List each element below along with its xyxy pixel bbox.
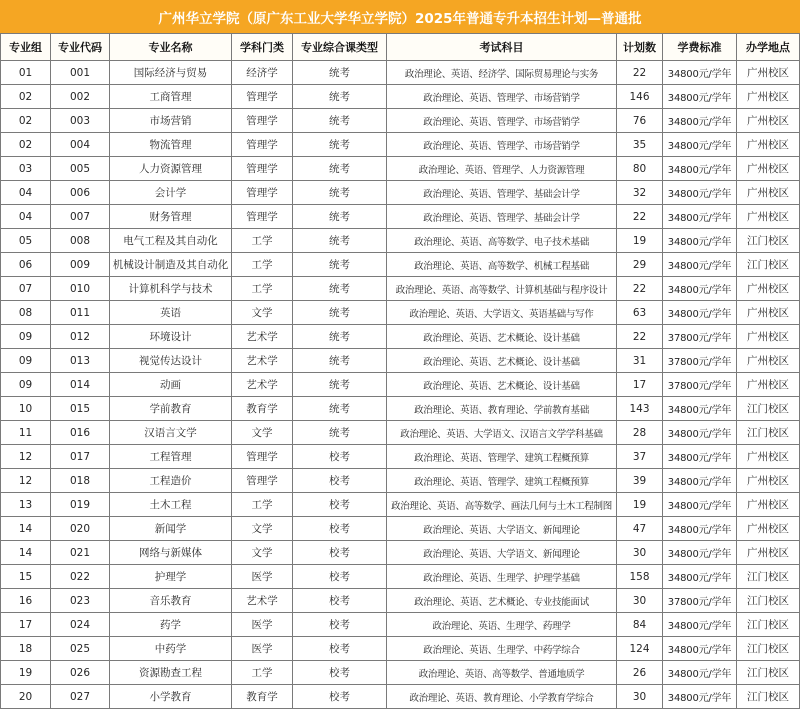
cell-tuition: 34800元/学年 <box>663 637 737 661</box>
cell-group: 16 <box>0 589 51 613</box>
table-row <box>0 301 800 325</box>
cell-subjects: 政治理论、英语、高等数学、机械工程基础 <box>387 253 617 277</box>
cell-code: 014 <box>51 373 110 397</box>
cell-exam-type: 统考 <box>293 157 387 181</box>
cell-group: 06 <box>0 253 51 277</box>
cell-name: 会计学 <box>110 181 232 205</box>
cell-subjects: 政治理论、英语、高等数学、计算机基础与程序设计 <box>387 277 617 301</box>
cell-plan: 22 <box>617 325 663 349</box>
cell-campus: 广州校区 <box>737 277 800 301</box>
cell-exam-type: 统考 <box>293 421 387 445</box>
cell-code: 011 <box>51 301 110 325</box>
cell-code: 001 <box>51 61 110 85</box>
cell-tuition: 34800元/学年 <box>663 253 737 277</box>
cell-exam-type: 校考 <box>293 565 387 589</box>
table-row <box>0 133 800 157</box>
cell-code: 017 <box>51 445 110 469</box>
cell-name: 网络与新媒体 <box>110 541 232 565</box>
cell-campus: 广州校区 <box>737 85 800 109</box>
cell-campus: 江门校区 <box>737 421 800 445</box>
cell-campus: 广州校区 <box>737 373 800 397</box>
cell-tuition: 34800元/学年 <box>663 205 737 229</box>
cell-category: 管理学 <box>232 205 293 229</box>
cell-plan: 32 <box>617 181 663 205</box>
cell-group: 14 <box>0 541 51 565</box>
cell-plan: 37 <box>617 445 663 469</box>
header-cell-name: 专业名称 <box>110 34 232 61</box>
cell-campus: 广州校区 <box>737 301 800 325</box>
cell-campus: 广州校区 <box>737 469 800 493</box>
header-cell-plan: 计划数 <box>617 34 663 61</box>
table-row <box>0 589 800 613</box>
header-cell-group: 专业组 <box>0 34 51 61</box>
cell-group: 01 <box>0 61 51 85</box>
cell-name: 动画 <box>110 373 232 397</box>
cell-group: 05 <box>0 229 51 253</box>
cell-category: 文学 <box>232 517 293 541</box>
cell-subjects: 政治理论、英语、管理学、基础会计学 <box>387 205 617 229</box>
cell-plan: 19 <box>617 493 663 517</box>
cell-exam-type: 校考 <box>293 661 387 685</box>
cell-subjects: 政治理论、英语、管理学、基础会计学 <box>387 181 617 205</box>
cell-name: 物流管理 <box>110 133 232 157</box>
cell-subjects: 政治理论、英语、大学语文、汉语言文学学科基础 <box>387 421 617 445</box>
table-row <box>0 181 800 205</box>
cell-campus: 广州校区 <box>737 181 800 205</box>
cell-code: 020 <box>51 517 110 541</box>
cell-code: 015 <box>51 397 110 421</box>
cell-tuition: 34800元/学年 <box>663 469 737 493</box>
cell-group: 04 <box>0 205 51 229</box>
cell-group: 20 <box>0 685 51 709</box>
cell-name: 计算机科学与技术 <box>110 277 232 301</box>
cell-exam-type: 校考 <box>293 517 387 541</box>
cell-category: 管理学 <box>232 109 293 133</box>
cell-exam-type: 校考 <box>293 493 387 517</box>
table-body <box>0 61 800 709</box>
table-row <box>0 421 800 445</box>
cell-exam-type: 统考 <box>293 301 387 325</box>
cell-plan: 30 <box>617 541 663 565</box>
table-row <box>0 493 800 517</box>
cell-name: 小学教育 <box>110 685 232 709</box>
table-row <box>0 685 800 709</box>
cell-name: 资源勘查工程 <box>110 661 232 685</box>
cell-tuition: 34800元/学年 <box>663 229 737 253</box>
cell-subjects: 政治理论、英语、高等数学、画法几何与土木工程制图 <box>387 493 617 517</box>
cell-tuition: 34800元/学年 <box>663 301 737 325</box>
cell-code: 004 <box>51 133 110 157</box>
cell-plan: 146 <box>617 85 663 109</box>
header-cell-category: 学科门类 <box>232 34 293 61</box>
cell-campus: 江门校区 <box>737 637 800 661</box>
cell-campus: 广州校区 <box>737 349 800 373</box>
cell-tuition: 34800元/学年 <box>663 133 737 157</box>
cell-subjects: 政治理论、英语、管理学、人力资源管理 <box>387 157 617 181</box>
cell-subjects: 政治理论、英语、管理学、市场营销学 <box>387 109 617 133</box>
table-row <box>0 517 800 541</box>
table-row <box>0 349 800 373</box>
cell-code: 016 <box>51 421 110 445</box>
cell-campus: 江门校区 <box>737 685 800 709</box>
cell-category: 医学 <box>232 613 293 637</box>
cell-code: 010 <box>51 277 110 301</box>
cell-category: 艺术学 <box>232 589 293 613</box>
cell-tuition: 34800元/学年 <box>663 613 737 637</box>
cell-plan: 17 <box>617 373 663 397</box>
table-row <box>0 253 800 277</box>
cell-name: 工程造价 <box>110 469 232 493</box>
header-cell-code: 专业代码 <box>51 34 110 61</box>
cell-campus: 江门校区 <box>737 589 800 613</box>
cell-exam-type: 统考 <box>293 253 387 277</box>
cell-category: 管理学 <box>232 157 293 181</box>
cell-exam-type: 统考 <box>293 109 387 133</box>
cell-code: 027 <box>51 685 110 709</box>
cell-code: 022 <box>51 565 110 589</box>
cell-campus: 广州校区 <box>737 157 800 181</box>
header-cell-tuition: 学费标准 <box>663 34 737 61</box>
table-row <box>0 157 800 181</box>
cell-tuition: 34800元/学年 <box>663 445 737 469</box>
cell-plan: 143 <box>617 397 663 421</box>
cell-tuition: 37800元/学年 <box>663 373 737 397</box>
table-row <box>0 637 800 661</box>
table-row <box>0 469 800 493</box>
cell-code: 012 <box>51 325 110 349</box>
cell-exam-type: 统考 <box>293 61 387 85</box>
header-cell-exam-type: 专业综合课类型 <box>293 34 387 61</box>
cell-group: 15 <box>0 565 51 589</box>
cell-category: 经济学 <box>232 61 293 85</box>
cell-plan: 22 <box>617 277 663 301</box>
cell-exam-type: 校考 <box>293 445 387 469</box>
cell-plan: 29 <box>617 253 663 277</box>
cell-code: 002 <box>51 85 110 109</box>
cell-group: 19 <box>0 661 51 685</box>
cell-code: 006 <box>51 181 110 205</box>
cell-subjects: 政治理论、英语、大学语文、新闻理论 <box>387 541 617 565</box>
cell-category: 管理学 <box>232 85 293 109</box>
cell-tuition: 34800元/学年 <box>663 397 737 421</box>
cell-name: 汉语言文学 <box>110 421 232 445</box>
cell-group: 02 <box>0 133 51 157</box>
cell-category: 管理学 <box>232 133 293 157</box>
page-title: 广州华立学院（原广东工业大学华立学院）2025年普通专升本招生计划—普通批 <box>0 0 800 34</box>
cell-tuition: 34800元/学年 <box>663 109 737 133</box>
cell-name: 电气工程及其自动化 <box>110 229 232 253</box>
cell-plan: 22 <box>617 205 663 229</box>
cell-plan: 124 <box>617 637 663 661</box>
cell-subjects: 政治理论、英语、教育理论、小学教育学综合 <box>387 685 617 709</box>
cell-tuition: 34800元/学年 <box>663 157 737 181</box>
cell-group: 12 <box>0 469 51 493</box>
table-row <box>0 397 800 421</box>
cell-exam-type: 统考 <box>293 397 387 421</box>
cell-plan: 39 <box>617 469 663 493</box>
cell-subjects: 政治理论、英语、管理学、建筑工程概预算 <box>387 445 617 469</box>
cell-category: 文学 <box>232 421 293 445</box>
cell-category: 工学 <box>232 253 293 277</box>
cell-name: 土木工程 <box>110 493 232 517</box>
cell-name: 国际经济与贸易 <box>110 61 232 85</box>
cell-campus: 广州校区 <box>737 493 800 517</box>
cell-exam-type: 统考 <box>293 181 387 205</box>
cell-campus: 江门校区 <box>737 229 800 253</box>
cell-name: 英语 <box>110 301 232 325</box>
cell-category: 教育学 <box>232 397 293 421</box>
cell-code: 018 <box>51 469 110 493</box>
cell-campus: 江门校区 <box>737 565 800 589</box>
cell-exam-type: 校考 <box>293 589 387 613</box>
cell-name: 新闻学 <box>110 517 232 541</box>
cell-name: 人力资源管理 <box>110 157 232 181</box>
cell-plan: 158 <box>617 565 663 589</box>
cell-exam-type: 校考 <box>293 541 387 565</box>
cell-group: 08 <box>0 301 51 325</box>
cell-code: 009 <box>51 253 110 277</box>
cell-code: 005 <box>51 157 110 181</box>
cell-group: 17 <box>0 613 51 637</box>
cell-subjects: 政治理论、英语、艺术概论、设计基础 <box>387 373 617 397</box>
cell-plan: 31 <box>617 349 663 373</box>
cell-campus: 广州校区 <box>737 133 800 157</box>
cell-group: 07 <box>0 277 51 301</box>
cell-code: 013 <box>51 349 110 373</box>
cell-plan: 28 <box>617 421 663 445</box>
cell-tuition: 34800元/学年 <box>663 565 737 589</box>
table-row <box>0 613 800 637</box>
cell-exam-type: 统考 <box>293 325 387 349</box>
cell-subjects: 政治理论、英语、生理学、护理学基础 <box>387 565 617 589</box>
cell-category: 管理学 <box>232 469 293 493</box>
cell-tuition: 34800元/学年 <box>663 685 737 709</box>
cell-subjects: 政治理论、英语、管理学、市场营销学 <box>387 85 617 109</box>
cell-group: 13 <box>0 493 51 517</box>
cell-tuition: 34800元/学年 <box>663 421 737 445</box>
cell-group: 09 <box>0 373 51 397</box>
cell-tuition: 37800元/学年 <box>663 349 737 373</box>
table-row <box>0 205 800 229</box>
cell-category: 艺术学 <box>232 325 293 349</box>
cell-code: 007 <box>51 205 110 229</box>
cell-plan: 80 <box>617 157 663 181</box>
header-cell-campus: 办学地点 <box>737 34 800 61</box>
table-header-row <box>0 34 800 61</box>
cell-exam-type: 校考 <box>293 637 387 661</box>
cell-subjects: 政治理论、英语、经济学、国际贸易理论与实务 <box>387 61 617 85</box>
cell-category: 管理学 <box>232 445 293 469</box>
cell-subjects: 政治理论、英语、管理学、建筑工程概预算 <box>387 469 617 493</box>
cell-name: 药学 <box>110 613 232 637</box>
cell-category: 文学 <box>232 541 293 565</box>
cell-code: 025 <box>51 637 110 661</box>
cell-category: 教育学 <box>232 685 293 709</box>
cell-subjects: 政治理论、英语、高等数学、普通地质学 <box>387 661 617 685</box>
cell-tuition: 37800元/学年 <box>663 589 737 613</box>
cell-subjects: 政治理论、英语、大学语文、英语基础与写作 <box>387 301 617 325</box>
cell-name: 音乐教育 <box>110 589 232 613</box>
table-row <box>0 373 800 397</box>
table-row <box>0 565 800 589</box>
cell-exam-type: 校考 <box>293 613 387 637</box>
cell-exam-type: 统考 <box>293 229 387 253</box>
cell-exam-type: 校考 <box>293 685 387 709</box>
cell-plan: 84 <box>617 613 663 637</box>
cell-subjects: 政治理论、英语、生理学、药理学 <box>387 613 617 637</box>
cell-group: 11 <box>0 421 51 445</box>
cell-tuition: 34800元/学年 <box>663 517 737 541</box>
cell-plan: 26 <box>617 661 663 685</box>
cell-exam-type: 统考 <box>293 205 387 229</box>
cell-campus: 江门校区 <box>737 397 800 421</box>
cell-plan: 47 <box>617 517 663 541</box>
cell-code: 008 <box>51 229 110 253</box>
cell-category: 工学 <box>232 229 293 253</box>
cell-group: 18 <box>0 637 51 661</box>
cell-category: 医学 <box>232 565 293 589</box>
cell-category: 管理学 <box>232 181 293 205</box>
cell-code: 019 <box>51 493 110 517</box>
cell-category: 工学 <box>232 277 293 301</box>
cell-subjects: 政治理论、英语、大学语文、新闻理论 <box>387 517 617 541</box>
cell-name: 视觉传达设计 <box>110 349 232 373</box>
table-row <box>0 445 800 469</box>
cell-exam-type: 校考 <box>293 469 387 493</box>
cell-code: 021 <box>51 541 110 565</box>
cell-tuition: 34800元/学年 <box>663 61 737 85</box>
cell-group: 09 <box>0 349 51 373</box>
cell-code: 026 <box>51 661 110 685</box>
cell-campus: 江门校区 <box>737 613 800 637</box>
table-row <box>0 277 800 301</box>
cell-tuition: 34800元/学年 <box>663 541 737 565</box>
cell-subjects: 政治理论、英语、管理学、市场营销学 <box>387 133 617 157</box>
cell-campus: 广州校区 <box>737 325 800 349</box>
cell-code: 023 <box>51 589 110 613</box>
cell-exam-type: 统考 <box>293 85 387 109</box>
cell-exam-type: 统考 <box>293 277 387 301</box>
cell-subjects: 政治理论、英语、艺术概论、设计基础 <box>387 325 617 349</box>
cell-tuition: 34800元/学年 <box>663 85 737 109</box>
cell-category: 文学 <box>232 301 293 325</box>
cell-plan: 76 <box>617 109 663 133</box>
cell-campus: 江门校区 <box>737 661 800 685</box>
cell-plan: 22 <box>617 61 663 85</box>
cell-code: 024 <box>51 613 110 637</box>
cell-name: 环境设计 <box>110 325 232 349</box>
cell-group: 12 <box>0 445 51 469</box>
cell-name: 财务管理 <box>110 205 232 229</box>
cell-exam-type: 统考 <box>293 349 387 373</box>
table-row <box>0 661 800 685</box>
cell-campus: 广州校区 <box>737 517 800 541</box>
cell-category: 医学 <box>232 637 293 661</box>
cell-group: 09 <box>0 325 51 349</box>
table-row <box>0 325 800 349</box>
cell-plan: 19 <box>617 229 663 253</box>
cell-group: 02 <box>0 109 51 133</box>
table-row <box>0 61 800 85</box>
cell-campus: 广州校区 <box>737 61 800 85</box>
cell-name: 工商管理 <box>110 85 232 109</box>
cell-subjects: 政治理论、英语、高等数学、电子技术基础 <box>387 229 617 253</box>
cell-category: 艺术学 <box>232 349 293 373</box>
cell-plan: 63 <box>617 301 663 325</box>
cell-name: 市场营销 <box>110 109 232 133</box>
cell-campus: 广州校区 <box>737 205 800 229</box>
cell-name: 学前教育 <box>110 397 232 421</box>
cell-plan: 30 <box>617 589 663 613</box>
cell-category: 艺术学 <box>232 373 293 397</box>
cell-code: 003 <box>51 109 110 133</box>
cell-subjects: 政治理论、英语、艺术概论、设计基础 <box>387 349 617 373</box>
cell-tuition: 34800元/学年 <box>663 493 737 517</box>
cell-group: 04 <box>0 181 51 205</box>
cell-group: 14 <box>0 517 51 541</box>
cell-exam-type: 统考 <box>293 373 387 397</box>
cell-campus: 广州校区 <box>737 109 800 133</box>
cell-name: 工程管理 <box>110 445 232 469</box>
table-row <box>0 109 800 133</box>
cell-plan: 35 <box>617 133 663 157</box>
cell-subjects: 政治理论、英语、教育理论、学前教育基础 <box>387 397 617 421</box>
cell-group: 03 <box>0 157 51 181</box>
cell-plan: 30 <box>617 685 663 709</box>
cell-campus: 广州校区 <box>737 445 800 469</box>
cell-group: 10 <box>0 397 51 421</box>
cell-subjects: 政治理论、英语、生理学、中药学综合 <box>387 637 617 661</box>
cell-name: 护理学 <box>110 565 232 589</box>
cell-tuition: 34800元/学年 <box>663 661 737 685</box>
cell-campus: 广州校区 <box>737 541 800 565</box>
cell-category: 工学 <box>232 493 293 517</box>
cell-group: 02 <box>0 85 51 109</box>
cell-tuition: 37800元/学年 <box>663 325 737 349</box>
table-row <box>0 541 800 565</box>
table-row <box>0 85 800 109</box>
cell-tuition: 34800元/学年 <box>663 277 737 301</box>
cell-tuition: 34800元/学年 <box>663 181 737 205</box>
cell-category: 工学 <box>232 661 293 685</box>
cell-name: 中药学 <box>110 637 232 661</box>
cell-subjects: 政治理论、英语、艺术概论、专业技能面试 <box>387 589 617 613</box>
table-row <box>0 229 800 253</box>
cell-exam-type: 统考 <box>293 133 387 157</box>
cell-campus: 江门校区 <box>737 253 800 277</box>
header-cell-subjects: 考试科目 <box>387 34 617 61</box>
cell-name: 机械设计制造及其自动化 <box>110 253 232 277</box>
